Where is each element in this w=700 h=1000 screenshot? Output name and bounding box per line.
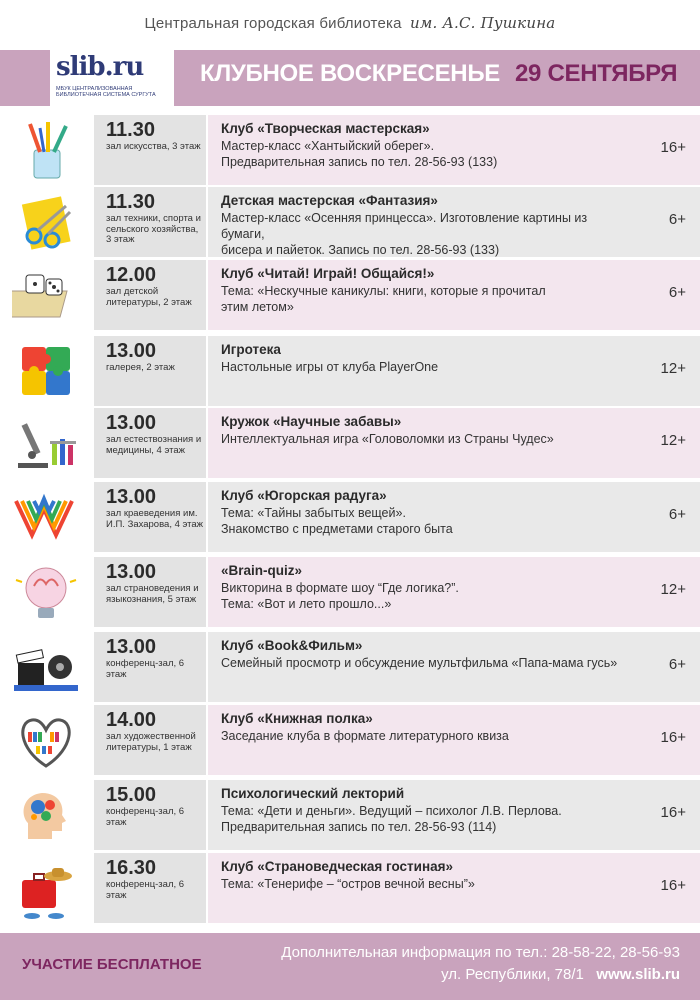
- event-description-cell: [208, 482, 700, 552]
- event-description-cell: [208, 260, 700, 330]
- age-rating: 16+: [660, 729, 686, 746]
- event-title: Клуб «Страноведческая гостиная»: [221, 859, 454, 874]
- event-icon-cell: [0, 482, 92, 552]
- event-time: 15.00: [106, 784, 157, 806]
- event-time-cell: [94, 780, 206, 850]
- library-title: [0, 14, 700, 32]
- puzzle-icon: [12, 341, 80, 403]
- dice-board-icon: [12, 265, 80, 327]
- event-icon-cell: [0, 115, 92, 185]
- event-time-cell: [94, 482, 206, 552]
- event-time: 11.30: [106, 119, 155, 141]
- event-row: [0, 780, 700, 850]
- event-text: [221, 655, 631, 671]
- event-row: [0, 705, 700, 775]
- age-rating: 16+: [660, 877, 686, 894]
- head-gears-icon: [12, 785, 80, 847]
- event-text-line1: Интеллектуальная игра «Головоломки из Страны Чудес»: [221, 432, 554, 446]
- event-description-cell: [208, 853, 700, 923]
- event-title: Клуб «Читай! Играй! Общайся!»: [221, 266, 435, 281]
- event-time-cell: [94, 115, 206, 185]
- event-row: [0, 408, 700, 478]
- event-text-line1: Мастер-класс «Осенняя принцесса». Изготовление картины из бумаги,: [221, 211, 588, 241]
- heart-bookshelf-icon: [12, 710, 80, 772]
- event-title: Клуб «Югорская радуга»: [221, 488, 387, 503]
- event-text: [221, 359, 631, 375]
- age-rating: 6+: [668, 284, 686, 301]
- event-time: 12.00: [106, 264, 157, 286]
- event-text-line2: Тема: «Вот и лето прошло...»: [221, 597, 392, 611]
- event-time: 16.30: [106, 857, 157, 879]
- event-text: [221, 876, 631, 892]
- event-row: [0, 260, 700, 330]
- age-rating: 12+: [660, 360, 686, 377]
- event-row: [0, 632, 700, 702]
- age-rating: 6+: [668, 211, 686, 228]
- event-time: 11.30: [106, 191, 155, 213]
- event-text-line1: Тема: «Дети и деньги». Ведущий – психолог Л.В. Перлова.: [221, 804, 562, 818]
- logo[interactable]: [50, 50, 174, 106]
- event-description-cell: [208, 408, 700, 478]
- age-rating: 12+: [660, 581, 686, 598]
- event-title: Клуб «Творческая мастерская»: [221, 121, 430, 136]
- event-text: [221, 580, 631, 612]
- event-icon-cell: [0, 853, 92, 923]
- event-icon-cell: [0, 336, 92, 406]
- contact-phones: Дополнительная информация по тел.: 28-58-22, 28-56-93: [281, 944, 680, 961]
- event-title: Психологический лекторий: [221, 786, 405, 801]
- event-row: [0, 187, 700, 257]
- event-text-line1: Мастер-класс «Хантыйский оберег».: [221, 139, 435, 153]
- event-place: зал искусства, 3 этаж: [106, 141, 201, 152]
- event-text-line2: бисера и пайеток. Запись по тел. 28-56-93 (133): [221, 243, 500, 257]
- page-title: КЛУБНОЕ ВОСКРЕСЕНЬЕ: [200, 60, 500, 87]
- event-time-cell: [94, 557, 206, 627]
- event-description-cell: [208, 705, 700, 775]
- event-text-line2: Предварительная запись по тел. 28-56-93 (114): [221, 820, 497, 834]
- event-text: [221, 431, 631, 447]
- event-description-cell: [208, 336, 700, 406]
- age-rating: 16+: [660, 804, 686, 821]
- event-text: [221, 728, 631, 744]
- age-rating: 6+: [668, 656, 686, 673]
- event-text: [221, 803, 631, 835]
- event-title: Детская мастерская «Фантазия»: [221, 193, 438, 208]
- logo-text: slib.ru: [56, 52, 144, 82]
- event-title: Клуб «Книжная полка»: [221, 711, 373, 726]
- event-place: зал естествознания и медицины, 4 этаж: [106, 434, 202, 456]
- event-description-cell: [208, 115, 700, 185]
- event-place: зал техники, спорта и сельского хозяйства, 3 этаж: [106, 213, 201, 245]
- event-row: [0, 482, 700, 552]
- event-text-line1: Заседание клуба в формате литературного квиза: [221, 729, 509, 743]
- event-text: [221, 210, 631, 258]
- event-row: [0, 557, 700, 627]
- website-link[interactable]: www.slib.ru: [596, 966, 680, 983]
- event-time-cell: [94, 260, 206, 330]
- event-place: конференц-зал, 6 этаж: [106, 879, 185, 901]
- event-time: 13.00: [106, 561, 157, 583]
- event-place: галерея, 2 этаж: [106, 362, 175, 373]
- event-icon-cell: [0, 557, 92, 627]
- library-name: Центральная городская библиотека: [144, 15, 402, 32]
- address: ул. Республики, 78/1: [441, 966, 584, 983]
- event-text: [221, 505, 631, 537]
- rainbow-icon: [12, 487, 80, 549]
- event-text-line1: Тема: «Тайны забытых вещей».: [221, 506, 406, 520]
- event-icon-cell: [0, 705, 92, 775]
- event-time: 13.00: [106, 486, 157, 508]
- logo-subtitle: МБУК ЦЕНТРАЛИЗОВАННАЯ БИБЛИОТЕЧНАЯ СИСТЕМА СУРГУТА: [56, 86, 156, 98]
- event-text-line1: Тема: «Нескучные каникулы: книги, которые я прочитал: [221, 284, 546, 298]
- event-date: 29 СЕНТЯБРЯ: [515, 60, 678, 87]
- library-signature: им. А.С. Пушкина: [410, 14, 556, 32]
- event-icon-cell: [0, 408, 92, 478]
- footer-address-line: [441, 966, 680, 983]
- age-rating: 12+: [660, 432, 686, 449]
- event-time-cell: [94, 187, 206, 257]
- event-text: [221, 283, 631, 315]
- event-time: 14.00: [106, 709, 157, 731]
- event-place: зал детской литературы, 2 этаж: [106, 286, 192, 308]
- event-icon-cell: [0, 260, 92, 330]
- age-rating: 16+: [660, 139, 686, 156]
- event-text-line1: Семейный просмотр и обсуждение мультфильма «Папа-мама гусь»: [221, 656, 618, 670]
- event-icon-cell: [0, 780, 92, 850]
- event-row: [0, 115, 700, 185]
- event-time-cell: [94, 336, 206, 406]
- event-time-cell: [94, 632, 206, 702]
- event-place: конференц-зал, 6 этаж: [106, 658, 185, 680]
- event-description-cell: [208, 780, 700, 850]
- film-clapper-icon: [12, 637, 80, 699]
- event-place: зал краеведения им. И.П. Захарова, 4 этаж: [106, 508, 204, 530]
- event-place: зал страноведения и языкознания, 5 этаж: [106, 583, 199, 605]
- event-title: Кружок «Научные забавы»: [221, 414, 402, 429]
- event-title: Клуб «Book&Фильм»: [221, 638, 363, 653]
- event-description-cell: [208, 632, 700, 702]
- event-title: «Brain-quiz»: [221, 563, 303, 578]
- event-time: 13.00: [106, 412, 157, 434]
- scissors-paper-icon: [12, 192, 80, 254]
- event-description-cell: [208, 557, 700, 627]
- event-time-cell: [94, 705, 206, 775]
- event-text: [221, 138, 631, 170]
- brain-bulb-icon: [12, 562, 80, 624]
- event-time-cell: [94, 408, 206, 478]
- art-supplies-icon: [12, 120, 80, 182]
- suitcase-travel-icon: [12, 858, 80, 920]
- free-participation: УЧАСТИЕ БЕСПЛАТНОЕ: [22, 956, 202, 973]
- event-place: зал художественной литературы, 1 этаж: [106, 731, 196, 753]
- event-description-cell: [208, 187, 700, 257]
- event-time: 13.00: [106, 636, 157, 658]
- event-time-cell: [94, 853, 206, 923]
- event-title: Игротека: [221, 342, 281, 357]
- event-time: 13.00: [106, 340, 157, 362]
- event-row: [0, 336, 700, 406]
- age-rating: 6+: [668, 506, 686, 523]
- event-text-line1: Тема: «Тенерифе – “остров вечной весны”»: [221, 877, 475, 891]
- event-text-line1: Викторина в формате шоу “Где логика?”.: [221, 581, 459, 595]
- event-place: конференц-зал, 6 этаж: [106, 806, 185, 828]
- event-icon-cell: [0, 187, 92, 257]
- event-row: [0, 853, 700, 923]
- event-text-line2: Знакомство с предметами старого быта: [221, 522, 453, 536]
- event-text-line2: Предварительная запись по тел. 28-56-93 (133): [221, 155, 498, 169]
- event-icon-cell: [0, 632, 92, 702]
- event-text-line1: Настольные игры от клуба PlayerOne: [221, 360, 439, 374]
- microscope-icon: [12, 413, 80, 475]
- event-text-line2: этим летом»: [221, 300, 294, 314]
